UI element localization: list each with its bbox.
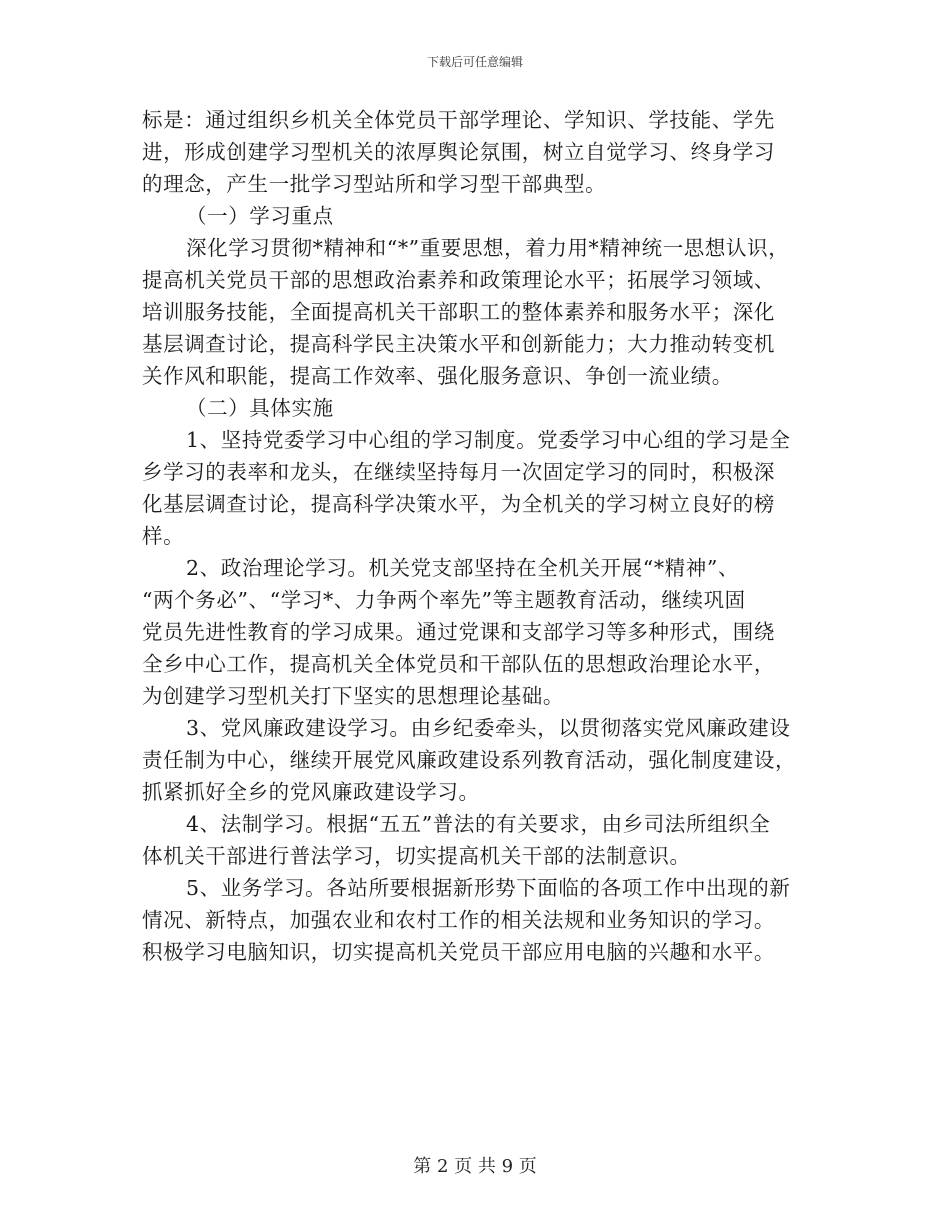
text-line: 体机关干部进行普法学习，切实提高机关干部的法制意识。 [142, 844, 691, 868]
text-line: 情况、新特点，加强农业和农村工作的相关法规和业务知识的学习。 [142, 908, 775, 932]
text-line: 5、业务学习。各站所要根据新形势下面临的各项工作中出现的新 [186, 876, 791, 900]
text-line: 抓紧抓好全乡的党风廉政建设学习。 [142, 780, 480, 804]
text-line: 标是：通过组织乡机关全体党员干部学理论、学知识、学技能、学先 [142, 108, 775, 132]
text-line: 3、党风廉政建设学习。由乡纪委牵头，以贯彻落实党风廉政建设 [186, 716, 791, 740]
text-line: （一）学习重点 [186, 204, 334, 228]
text-line: 深化学习贯彻*精神和“*”重要思想，着力用*精神统一思想认识， [186, 236, 790, 260]
text-line: 为创建学习型机关打下坚实的思想理论基础。 [142, 684, 564, 708]
text-line: 化基层调查讨论，提高科学决策水平，为全机关的学习树立良好的榜 [142, 492, 775, 516]
text-line: 乡学习的表率和龙头，在继续坚持每月一次固定学习的同时，积极深 [142, 460, 775, 484]
text-line: 基层调查讨论，提高科学民主决策水平和创新能力；大力推动转变机 [142, 332, 775, 356]
text-line: 党员先进性教育的学习成果。通过党课和支部学习等多种形式，围绕 [142, 620, 775, 644]
text-line: 的理念，产生一批学习型站所和学习型干部典型。 [142, 172, 607, 196]
document-body [142, 104, 832, 968]
text-line: 进，形成创建学习型机关的浓厚舆论氛围，树立自觉学习、终身学习 [142, 140, 775, 164]
text-line: （二）具体实施 [186, 396, 334, 420]
text-line: 培训服务技能，全面提高机关干部职工的整体素养和服务水平；深化 [142, 300, 775, 324]
text-line: 提高机关党员干部的思想政治素养和政策理论水平；拓展学习领域、 [142, 268, 775, 292]
text-line: 2、政治理论学习。机关党支部坚持在全机关开展“*精神”、 [186, 556, 740, 580]
text-line: 积极学习电脑知识，切实提高机关党员干部应用电脑的兴趣和水平。 [142, 940, 775, 964]
page-footer: 第 2 页 共 9 页 [413, 1156, 537, 1177]
text-line: 1、坚持党委学习中心组的学习制度。党委学习中心组的学习是全 [186, 428, 791, 452]
page-header: 下载后可任意编辑 [426, 55, 523, 69]
text-line: 样。 [142, 524, 185, 548]
text-line: “两个务必”、“学习*、力争两个率先”等主题教育活动，继续巩固 [142, 588, 746, 612]
text-line: 责任制为中心，继续开展党风廉政建设系列教育活动，强化制度建设， [142, 748, 797, 772]
text-line: 全乡中心工作，提高机关全体党员和干部队伍的思想政治理论水平， [142, 652, 775, 676]
text-line: 4、法制学习。根据“五五”普法的有关要求，由乡司法所组织全 [186, 812, 771, 836]
text-line: 关作风和职能，提高工作效率、强化服务意识、争创一流业绩。 [142, 364, 733, 388]
